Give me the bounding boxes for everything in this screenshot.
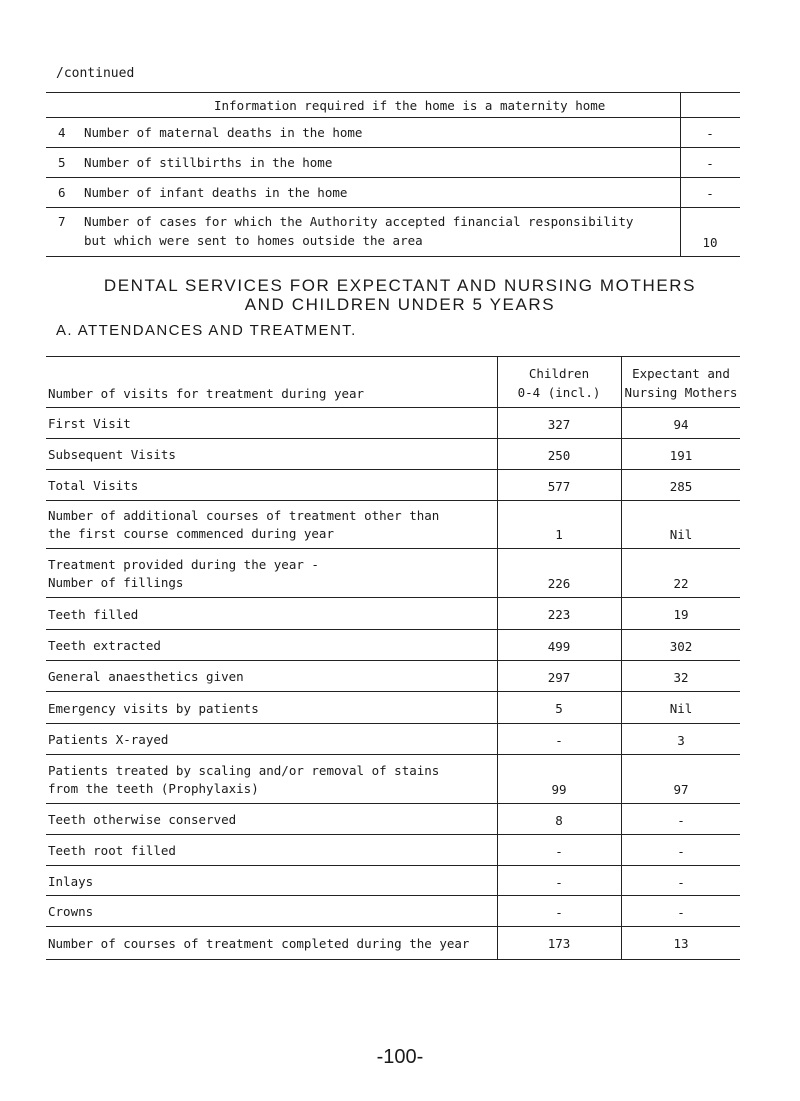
row-value: 10 bbox=[702, 235, 718, 250]
children-value: 223 bbox=[547, 607, 571, 622]
row-label: Number of infant deaths in the home bbox=[84, 185, 348, 200]
page-number: -100- bbox=[376, 1046, 424, 1068]
row-number: 5 bbox=[58, 155, 66, 170]
row-label-continued: from the teeth (Prophylaxis) bbox=[48, 781, 259, 796]
children-value: 327 bbox=[547, 417, 571, 432]
table-row bbox=[46, 470, 740, 501]
row-label: First Visit bbox=[48, 416, 131, 431]
row-number: 7 bbox=[58, 214, 66, 229]
col-children-header-2: 0-4 (incl.) bbox=[517, 385, 601, 400]
mothers-value: 3 bbox=[677, 733, 685, 748]
children-value: 173 bbox=[547, 936, 571, 951]
row-label: Number of additional courses of treatment other than bbox=[48, 508, 440, 523]
mothers-value: - bbox=[677, 813, 685, 828]
table-row bbox=[46, 549, 740, 598]
table-row bbox=[46, 118, 740, 148]
row-label-continued: but which were sent to homes outside the area bbox=[84, 233, 423, 248]
row-label: Number of courses of treatment completed during the year bbox=[48, 936, 470, 951]
row-label: Teeth otherwise conserved bbox=[48, 812, 237, 827]
row-label-continued: the first course commenced during year bbox=[48, 526, 334, 541]
mothers-value: - bbox=[677, 875, 685, 890]
row-label: General anaesthetics given bbox=[48, 669, 244, 684]
row-label: Treatment provided during the year - bbox=[48, 557, 319, 572]
table-row bbox=[46, 927, 740, 960]
row-label: Subsequent Visits bbox=[48, 447, 176, 462]
table-row bbox=[46, 661, 740, 692]
mothers-value: Nil bbox=[669, 701, 693, 716]
continued-label: /continued bbox=[56, 66, 135, 81]
mothers-value: Nil bbox=[669, 527, 693, 542]
children-value: - bbox=[555, 733, 563, 748]
row-label: Patients treated by scaling and/or removal of stains bbox=[48, 763, 440, 778]
section-title-line2: AND CHILDREN UNDER 5 YEARS bbox=[244, 295, 556, 314]
children-value: 1 bbox=[555, 527, 563, 542]
mothers-value: 302 bbox=[669, 639, 693, 654]
row-value: - bbox=[706, 156, 714, 171]
col-mothers-header-1: Expectant and bbox=[632, 366, 730, 381]
col-mothers-header-2: Nursing Mothers bbox=[624, 385, 738, 400]
mothers-value: 191 bbox=[669, 448, 693, 463]
children-value: 226 bbox=[547, 576, 571, 591]
table-row bbox=[46, 896, 740, 927]
dental-table bbox=[46, 356, 740, 960]
mothers-value: 22 bbox=[673, 576, 689, 591]
table-row bbox=[46, 755, 740, 804]
row-label: Teeth root filled bbox=[48, 843, 176, 858]
mothers-value: 94 bbox=[673, 417, 689, 432]
mothers-value: 13 bbox=[673, 936, 689, 951]
row-label: Teeth filled bbox=[48, 607, 139, 622]
table-row bbox=[46, 630, 740, 661]
table-row bbox=[46, 408, 740, 439]
children-value: 577 bbox=[547, 479, 571, 494]
mothers-value: 19 bbox=[673, 607, 689, 622]
table-row bbox=[46, 178, 740, 208]
subsection-heading: A. ATTENDANCES AND TREATMENT. bbox=[56, 322, 357, 339]
children-value: - bbox=[555, 844, 563, 859]
row-label: Crowns bbox=[48, 904, 94, 919]
mothers-value: 97 bbox=[673, 782, 689, 797]
table-row bbox=[46, 501, 740, 549]
table-row bbox=[46, 208, 740, 257]
table-row bbox=[46, 692, 740, 724]
children-value: 499 bbox=[547, 639, 571, 654]
row-number: 6 bbox=[58, 185, 66, 200]
row-label: Number of maternal deaths in the home bbox=[84, 125, 363, 140]
row-label-continued: Number of fillings bbox=[48, 575, 184, 590]
row-label: Patients X-rayed bbox=[48, 732, 169, 747]
children-value: 8 bbox=[555, 813, 563, 828]
maternity-header-row bbox=[46, 92, 740, 118]
table-row bbox=[46, 148, 740, 178]
mothers-value: 32 bbox=[673, 670, 689, 685]
col-children-header-1: Children bbox=[528, 366, 590, 381]
children-value: - bbox=[555, 875, 563, 890]
row-value: - bbox=[706, 186, 714, 201]
children-value: - bbox=[555, 905, 563, 920]
row-label: Total Visits bbox=[48, 478, 139, 493]
children-value: 250 bbox=[547, 448, 571, 463]
table-row bbox=[46, 835, 740, 866]
table-row bbox=[46, 866, 740, 896]
col-visits-header: Number of visits for treatment during year bbox=[48, 386, 365, 401]
mothers-value: - bbox=[677, 905, 685, 920]
mothers-value: 285 bbox=[669, 479, 693, 494]
row-label: Emergency visits by patients bbox=[48, 701, 259, 716]
table-row bbox=[46, 598, 740, 630]
mothers-value: - bbox=[677, 844, 685, 859]
dental-header-row bbox=[46, 356, 740, 408]
table-row bbox=[46, 439, 740, 470]
table-row bbox=[46, 724, 740, 755]
table-row bbox=[46, 804, 740, 835]
maternity-header: Information required if the home is a maternity home bbox=[214, 98, 606, 113]
section-title-line1: DENTAL SERVICES FOR EXPECTANT AND NURSING MOTHERS bbox=[103, 276, 697, 295]
row-label: Number of stillbirths in the home bbox=[84, 155, 333, 170]
maternity-table bbox=[46, 92, 740, 257]
children-value: 99 bbox=[551, 782, 567, 797]
row-value: - bbox=[706, 126, 714, 141]
children-value: 297 bbox=[547, 670, 571, 685]
row-number: 4 bbox=[58, 125, 66, 140]
children-value: 5 bbox=[555, 701, 563, 716]
row-label: Inlays bbox=[48, 874, 94, 889]
row-label: Number of cases for which the Authority accepted financial responsibility bbox=[84, 214, 634, 229]
row-label: Teeth extracted bbox=[48, 638, 161, 653]
